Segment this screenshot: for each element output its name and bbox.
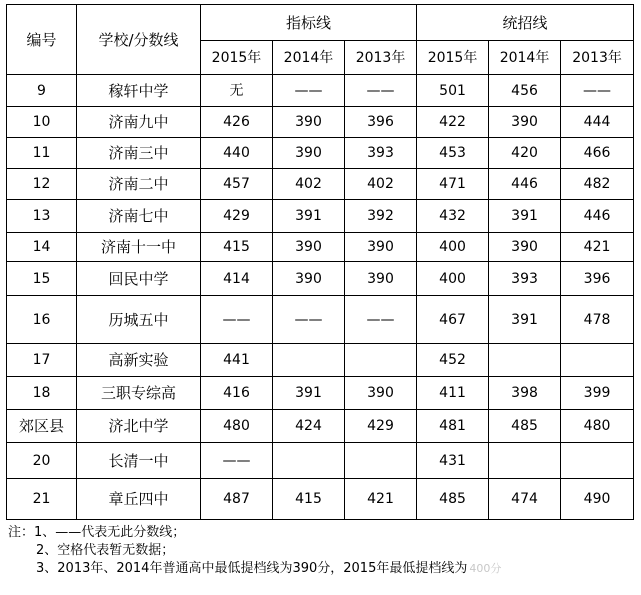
row-id: 10 — [7, 107, 77, 138]
score-cell: 466 — [561, 138, 634, 169]
score-cell: 421 — [345, 479, 417, 520]
footnote-3-text: 3、2013年、2014年普通高中最低提档线为390分，2015年最低提档线为 — [36, 561, 468, 576]
score-cell: —— — [561, 75, 634, 107]
score-cell: —— — [201, 443, 273, 479]
table-row — [7, 107, 634, 138]
score-cell: 391 — [489, 200, 561, 233]
watermark: 400分 — [469, 562, 502, 575]
row-id: 11 — [7, 138, 77, 169]
score-cell: 402 — [345, 169, 417, 200]
score-cell: 485 — [489, 410, 561, 443]
score-cell: 402 — [273, 169, 345, 200]
score-cell — [489, 443, 561, 479]
score-cell: —— — [345, 75, 417, 107]
score-cell — [561, 443, 634, 479]
score-cell: 421 — [561, 233, 634, 262]
header-id: 编号 — [7, 5, 77, 75]
score-cell: 396 — [561, 262, 634, 296]
header-year: 2014年 — [489, 41, 561, 75]
score-cell: 485 — [417, 479, 489, 520]
header-year: 2015年 — [417, 41, 489, 75]
score-cell: 无 — [201, 75, 273, 107]
header-row-groups — [7, 5, 634, 41]
score-cell — [273, 344, 345, 377]
score-cell: 393 — [345, 138, 417, 169]
score-cell: 416 — [201, 377, 273, 410]
row-id: 17 — [7, 344, 77, 377]
score-cell: —— — [273, 296, 345, 344]
score-cell: 399 — [561, 377, 634, 410]
row-id: 21 — [7, 479, 77, 520]
score-cell: 390 — [489, 233, 561, 262]
row-id: 20 — [7, 443, 77, 479]
score-cell — [345, 344, 417, 377]
score-cell: 391 — [273, 200, 345, 233]
score-cell: 467 — [417, 296, 489, 344]
row-id: 14 — [7, 233, 77, 262]
row-id: 15 — [7, 262, 77, 296]
score-cell: 481 — [417, 410, 489, 443]
score-cell — [273, 443, 345, 479]
row-id: 郊区县 — [7, 410, 77, 443]
header-year: 2013年 — [561, 41, 634, 75]
table-row — [7, 200, 634, 233]
score-cell: 390 — [345, 262, 417, 296]
school-name: 长清一中 — [77, 443, 201, 479]
score-cell — [489, 344, 561, 377]
score-cell: 490 — [561, 479, 634, 520]
score-cell: 440 — [201, 138, 273, 169]
score-cell: 415 — [201, 233, 273, 262]
table-row — [7, 443, 634, 479]
school-name: 高新实验 — [77, 344, 201, 377]
school-name: 济南十一中 — [77, 233, 201, 262]
table-row — [7, 169, 634, 200]
school-name: 济南二中 — [77, 169, 201, 200]
score-cell: 453 — [417, 138, 489, 169]
score-cell: 456 — [489, 75, 561, 107]
score-cell: 429 — [201, 200, 273, 233]
score-cell: 398 — [489, 377, 561, 410]
school-name: 三职专综高 — [77, 377, 201, 410]
score-cell — [345, 443, 417, 479]
score-cell: 396 — [345, 107, 417, 138]
score-cell: 426 — [201, 107, 273, 138]
score-cell: 390 — [273, 233, 345, 262]
score-cell: 390 — [345, 233, 417, 262]
score-cell: 392 — [345, 200, 417, 233]
score-cell: 429 — [345, 410, 417, 443]
score-cell: 390 — [345, 377, 417, 410]
score-cell: 400 — [417, 233, 489, 262]
score-cell: —— — [345, 296, 417, 344]
footnote-3 — [8, 560, 636, 578]
footnote-2: 2、空格代表暂无数据； — [36, 543, 175, 558]
score-cell: 415 — [273, 479, 345, 520]
score-cell: 446 — [561, 200, 634, 233]
score-cell: 400 — [417, 262, 489, 296]
score-cell: 482 — [561, 169, 634, 200]
score-cell: 414 — [201, 262, 273, 296]
school-name: 回民中学 — [77, 262, 201, 296]
table-row — [7, 296, 634, 344]
score-cell: 471 — [417, 169, 489, 200]
header-general-line: 统招线 — [417, 5, 634, 41]
score-cell: 478 — [561, 296, 634, 344]
table-row — [7, 233, 634, 262]
row-id: 16 — [7, 296, 77, 344]
table-row — [7, 262, 634, 296]
row-id: 9 — [7, 75, 77, 107]
table-row — [7, 344, 634, 377]
score-cell: 452 — [417, 344, 489, 377]
table-row — [7, 479, 634, 520]
score-cell: 487 — [201, 479, 273, 520]
school-name: 章丘四中 — [77, 479, 201, 520]
row-id: 12 — [7, 169, 77, 200]
score-cell: 444 — [561, 107, 634, 138]
score-cell: 424 — [273, 410, 345, 443]
row-id: 13 — [7, 200, 77, 233]
footnotes — [8, 524, 636, 578]
table-row — [7, 377, 634, 410]
school-name: 稼轩中学 — [77, 75, 201, 107]
header-year: 2014年 — [273, 41, 345, 75]
table-row — [7, 410, 634, 443]
table-row — [7, 138, 634, 169]
score-cell: 446 — [489, 169, 561, 200]
score-cell: 432 — [417, 200, 489, 233]
footnote-1: 注：1、——代表无此分数线； — [8, 525, 186, 540]
score-cell: 501 — [417, 75, 489, 107]
score-cell: 474 — [489, 479, 561, 520]
header-year: 2013年 — [345, 41, 417, 75]
score-cell: 422 — [417, 107, 489, 138]
score-cell: —— — [201, 296, 273, 344]
school-name: 济北中学 — [77, 410, 201, 443]
table-row — [7, 75, 634, 107]
score-cell: 431 — [417, 443, 489, 479]
score-cell — [561, 344, 634, 377]
score-cell: 420 — [489, 138, 561, 169]
school-name: 济南九中 — [77, 107, 201, 138]
row-id: 18 — [7, 377, 77, 410]
score-cell: 480 — [561, 410, 634, 443]
score-cell: 480 — [201, 410, 273, 443]
score-cell: 390 — [273, 107, 345, 138]
score-cell: 441 — [201, 344, 273, 377]
school-name: 济南七中 — [77, 200, 201, 233]
header-year: 2015年 — [201, 41, 273, 75]
school-name: 历城五中 — [77, 296, 201, 344]
header-school: 学校/分数线 — [77, 5, 201, 75]
score-cell: 457 — [201, 169, 273, 200]
score-cell: 390 — [489, 107, 561, 138]
score-cell: 393 — [489, 262, 561, 296]
score-cell: 411 — [417, 377, 489, 410]
score-cell: 390 — [273, 262, 345, 296]
score-cell: 390 — [273, 138, 345, 169]
score-table — [6, 4, 634, 520]
score-cell: 391 — [273, 377, 345, 410]
score-cell: —— — [273, 75, 345, 107]
score-cell: 391 — [489, 296, 561, 344]
school-name: 济南三中 — [77, 138, 201, 169]
header-index-line: 指标线 — [201, 5, 417, 41]
